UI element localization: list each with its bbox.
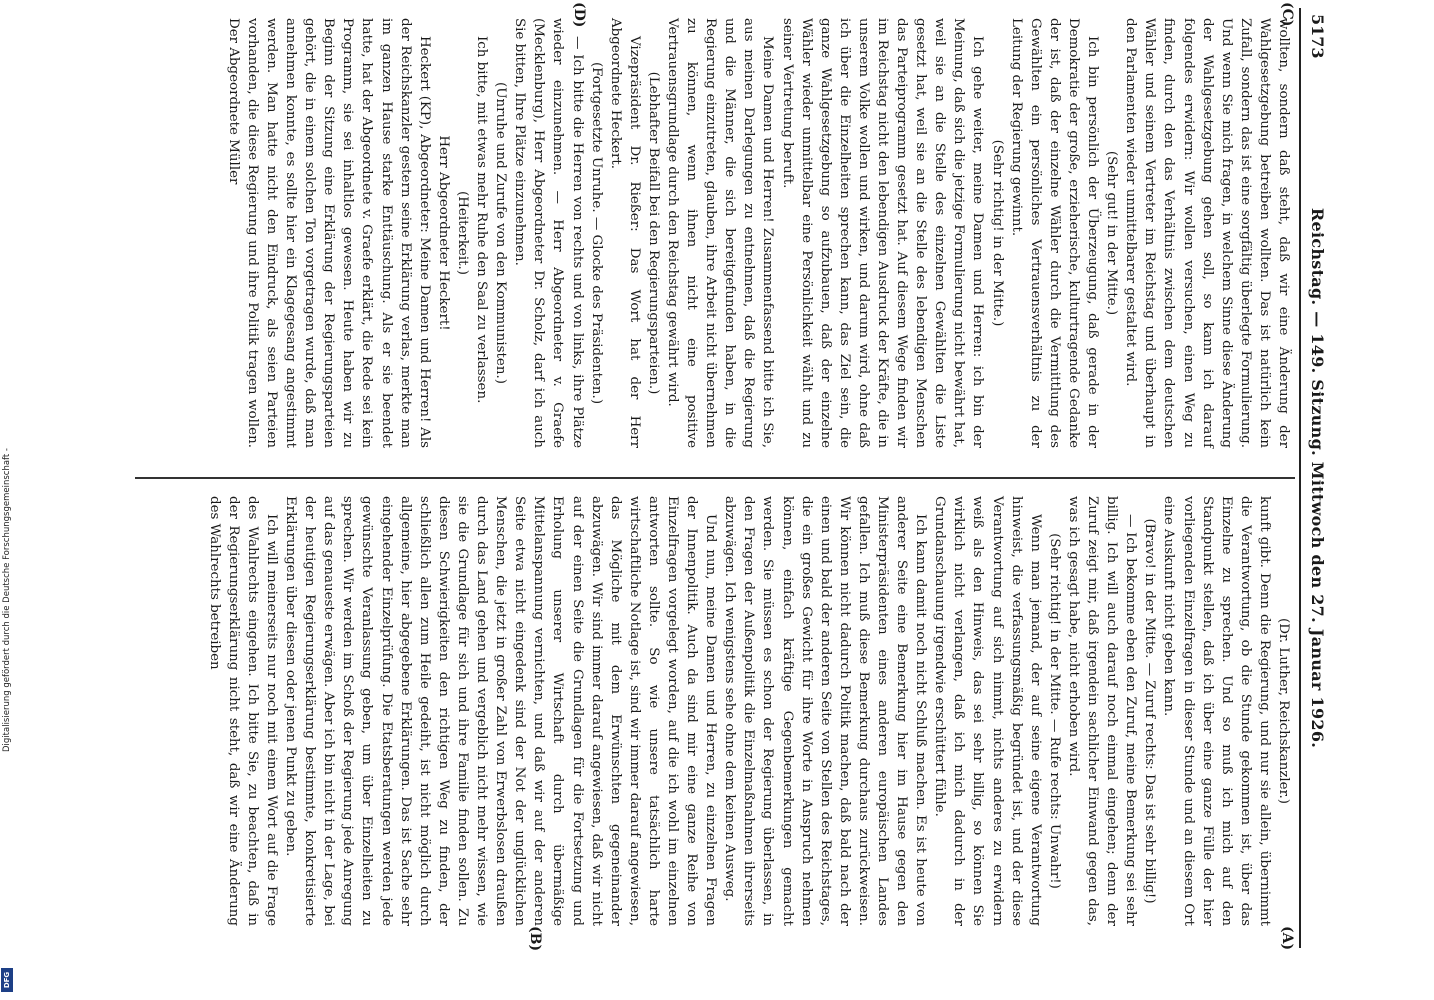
reaction: (Sehr richtig! in der Mitte.) [989,139,1005,327]
reaction: (Fortgesetzte Unruhe. — Glocke des Präsidenten.) [588,61,604,405]
paragraph: kunft gibt. Denn die Regierung, und nur sie allein, übernimmt die Verantwortung, ob die Stunde gekommen ist, über das Einzelne zu sprechen. Und so muß ich mich auf den Standpunkt stellen, daß ich über eine ganze Fülle der hier vorliegenden Einzelfragen in dieser Stunde und an diesem Ort eine Auskunft nicht geben kann. [1161,496,1272,926]
president-statement: Vizepräsident Dr. Rießer: Das Wort hat der Herr Abgeordnete Heckert. [607,18,642,448]
paragraph: — Ich bitte die Herren von rechts und von links, ihre Plätze wieder einzunehmen. — Herr Abgeordneter v. Graefe (Mecklenburg), Herr Abgeordneter Dr. Scholz, darf ich auch Sie bitten, Ihre Plätze einzunehmen. [512,18,585,448]
margin-mark-b: (B) [527,926,543,952]
paragraph: Ich gehe weiter, meine Damen und Herren: ich bin der Meinung, daß sich die jetzige Formulierung nicht bewährt hat, weil sie an die Stelle des einzelnen Gewählten die Liste gesetzt hat, weil sie an die Stelle des lebendigen Menschen das Parteiprogramm gesetzt hat. Auf diesem Wege finden wir im Reichstag nicht den lebendigen Ausdruck der Kräfte, die in unserem Volke wollen und wirken, und darum wird, ohne daß ich über die Einzelheiten sprechen kann, das Ziel sein, die ganze Wahlgesetzgebung so aufzubauen, daß der einzelne Wähler wieder unmittelbar eine Persönlichkeit wählt und zu seiner Vertretung beruft. [779,18,986,448]
paragraph: Heckert (KP), Abgeordneter: Meine Damen und Herren! Als der Reichskanzler gestern seine Erklärung verlas, merkte man im ganzen Hause starke Enttäuschung. Als er sie beendet hatte, hat der Abgeordnete v. Graefe erklärt, die Rede sei kein Programm, sie sei inhaltlos gewesen. Heute haben wir zu Beginn der Sitzung eine Erklärung der Regierungsparteien gehört, die in einem solchen Ton vorgetragen wurde, daß man annehmen konnte, es sollte hier ein Klagegesang angestimmt werden. Man hatte nicht den Eindruck, als seien Parteien vorhanden, die diese Regierung und ihre Politik tragen wollen. Der Abgeordnete Müller [225,18,432,448]
margin-mark-a: (A) [1279,926,1295,951]
paragraph: Ich bin persönlich der Überzeugung, daß gerade in der Demokratie der große, erzieherische, kulturtragende Gedanke der ist, daß der einzelne Wähler durch die Vermittlung des Gewählten ein persönliches Vertrauensverhältnis zu der Leitung der Regierung gewinnt. [1008,18,1101,448]
reaction: (Sehr richtig! in der Mitte. — Rufe rechts: Unwahr!) [1046,533,1062,889]
right-column [224,18,1293,448]
page-title: Reichstag. — 149. Sitzung. Mittwoch den 27. Januar 1926. [1308,207,1327,749]
scan-strip [0,0,14,1000]
digitization-notice: Digitalisierung gefördert durch die Deutsche Forschungsgemeinschaft - [2,448,12,752]
paragraph: wollten, sondern daß steht, daß wir eine Änderung der Wahlgesetzgebung betreiben wollten. Das ist natürlich kein Zufall, sondern das ist eine sorgfältig überlegte Formulierung. Und wenn Sie mich fragen, in welchem Sinne diese Änderung der Wahlgesetzgebung gehen soll, so kann ich darauf folgendes erwidern: Wir wollen versuchen, einen Weg zu finden, durch den das Verhältnis zwischen dem deutschen Wähler und seinem Vertreter im Reichstag und überhaupt in den Parlamenten wieder unmittelbarer gestaltet wird. [1123,18,1291,448]
reaction: (Lebhafter Beifall bei den Regierungsparteien.) [645,71,661,395]
reaction: (Heiterkeit.) [454,191,470,275]
margin-mark-c: (C) [1279,2,1295,27]
paragraph: Ich bitte, mit etwas mehr Ruhe den Saal zu verlassen. [474,36,490,404]
paragraph: Ich will meinerseits nur noch mit einem Wort auf die Frage des Wahlrechts eingehen. Ich bitte Sie, zu beachten, daß in der Regierungserklärung nicht steht, daß wir eine Änderung des Wahlrechts betreiben [206,496,280,926]
left-column [205,496,1293,926]
dfg-logo [1,968,13,992]
paragraph: Wenn man jemand, der auf seine eigene Verantwortung hinweist, die verfassungsmäßig begründet ist, und der diese Verantwortung auf sich nimmt, nichts anderes zu erwidern weiß als den Hinweis, das sei sehr billig, so können Sie wirklich nicht verlangen, daß ich mich dadurch in der Grundanschauung irgendwie erschüttert fühle. [932,496,1043,926]
paragraph: — Ich bekomme eben den Zuruf, meine Bemerkung sei sehr billig. Ich will auch darauf noch einmal eingehen; denn der Zuruf zeigt mir, daß irgendein sachlicher Einwand gegen das, was ich gesagt habe, nicht erhoben wird. [1065,496,1139,926]
reaction: (Sehr gut! in der Mitte.) [1104,150,1120,316]
dfg-logo-text: DFG [3,971,11,989]
page-number: 5173 [1308,14,1327,59]
document-page [121,2,1335,952]
paragraph: Meine Damen und Herren! Zusammenfassend bitte ich Sie, aus meinen Darlegungen zu entnehmen, daß die Regierung und die Männer, die sich bereitgefunden haben, in die Regierung einzutreten, glauben, ihre Arbeit nicht übernehmen zu können, wenn ihnen nicht eine positive Vertrauensgrundlage durch den Reichstag gewährt wird. [665,18,776,448]
page-header [1299,8,1335,948]
column-divider [135,477,1295,479]
speaker-call: Herr Abgeordneter Heckert! [435,135,451,331]
reaction: (Bravo! in der Mitte. — Zuruf rechts: Das ist sehr billig!) [1142,518,1158,904]
reaction: (Unruhe und Zurufe von den Kommunisten.) [493,82,509,384]
speaker-label: (Dr. Luther, Reichskanzler.) [1276,618,1291,804]
paragraph: Ich kann damit noch nicht Schluß machen. Es ist heute von anderer Seite eine Bemerkung hier im Hause gegen den Ministerpräsidenten eines anderen europäischen Landes gefallen. Ich muß diese Bemerkung durchaus zurückweisen. Wir können nicht dadurch Politik machen, daß bald nach der einen und bald der anderen Seite von Stellen des Reichstages, die ein großes Gewicht für ihre Worte in Anspruch nehmen können, einfach kräftige Gegenbemerkungen gemacht werden. Sie müssen es schon der Regierung überlassen, in den Fragen der Außenpolitik die Einzelmaßnahmen ihrerseits abzuwägen. Ich wenigstens sehe ohne dem keinen Ausweg. [722,496,929,926]
margin-mark-d: (D) [571,2,587,28]
paragraph: Und nun, meine Damen und Herren, zu einzelnen Fragen der Innenpolitik. Auch da sind mir eine ganze Reihe von Einzelfragen vorgelegt worden, auf die ich wohl im einzelnen antworten sollte. So wie unsere tatsächlich harte wirtschaftliche Notlage ist, sind wir immer darauf angewiesen, das Mögliche mit dem Erwünschten gegeneinander abzuwägen. Wir sind immer darauf angewiesen, daß wir nicht auf der einen Seite die Grundlagen für die Fortsetzung und Erholung unserer Wirtschaft durch übermäßige Mittelanspannung vernichten, und daß wir auf der anderen Seite etwa nicht eingedenk sind der Not der unglücklichen Menschen, die jetzt in großer Zahl von Erwerbslosen draußen durch das Land gehen und vergeblich nicht mehr wissen, wie sie die Grundlage für sich und ihre Familie finden sollen. Zu diesen Schwierigkeiten den richtigen Weg zu finden, der schließlich allen zum Heile gedeiht, ist nicht möglich durch allgemeine, hier abgegebene Erklärungen. Das ist Sache sehr eingehender Einzelprüfung. Die Etatsberatungen werden jede gewünschte Veranlassung geben, um über Einzelheiten zu sprechen. Wir werden im Schoß der Regierung jede Anregung auf das genaueste erwägen. Aber ich bin nicht in der Lage, bei der heutigen Regierungserklärung bestimmte, konkretisierte Erklärungen über diesen oder jenen Punkt zu geben. [283,496,719,926]
